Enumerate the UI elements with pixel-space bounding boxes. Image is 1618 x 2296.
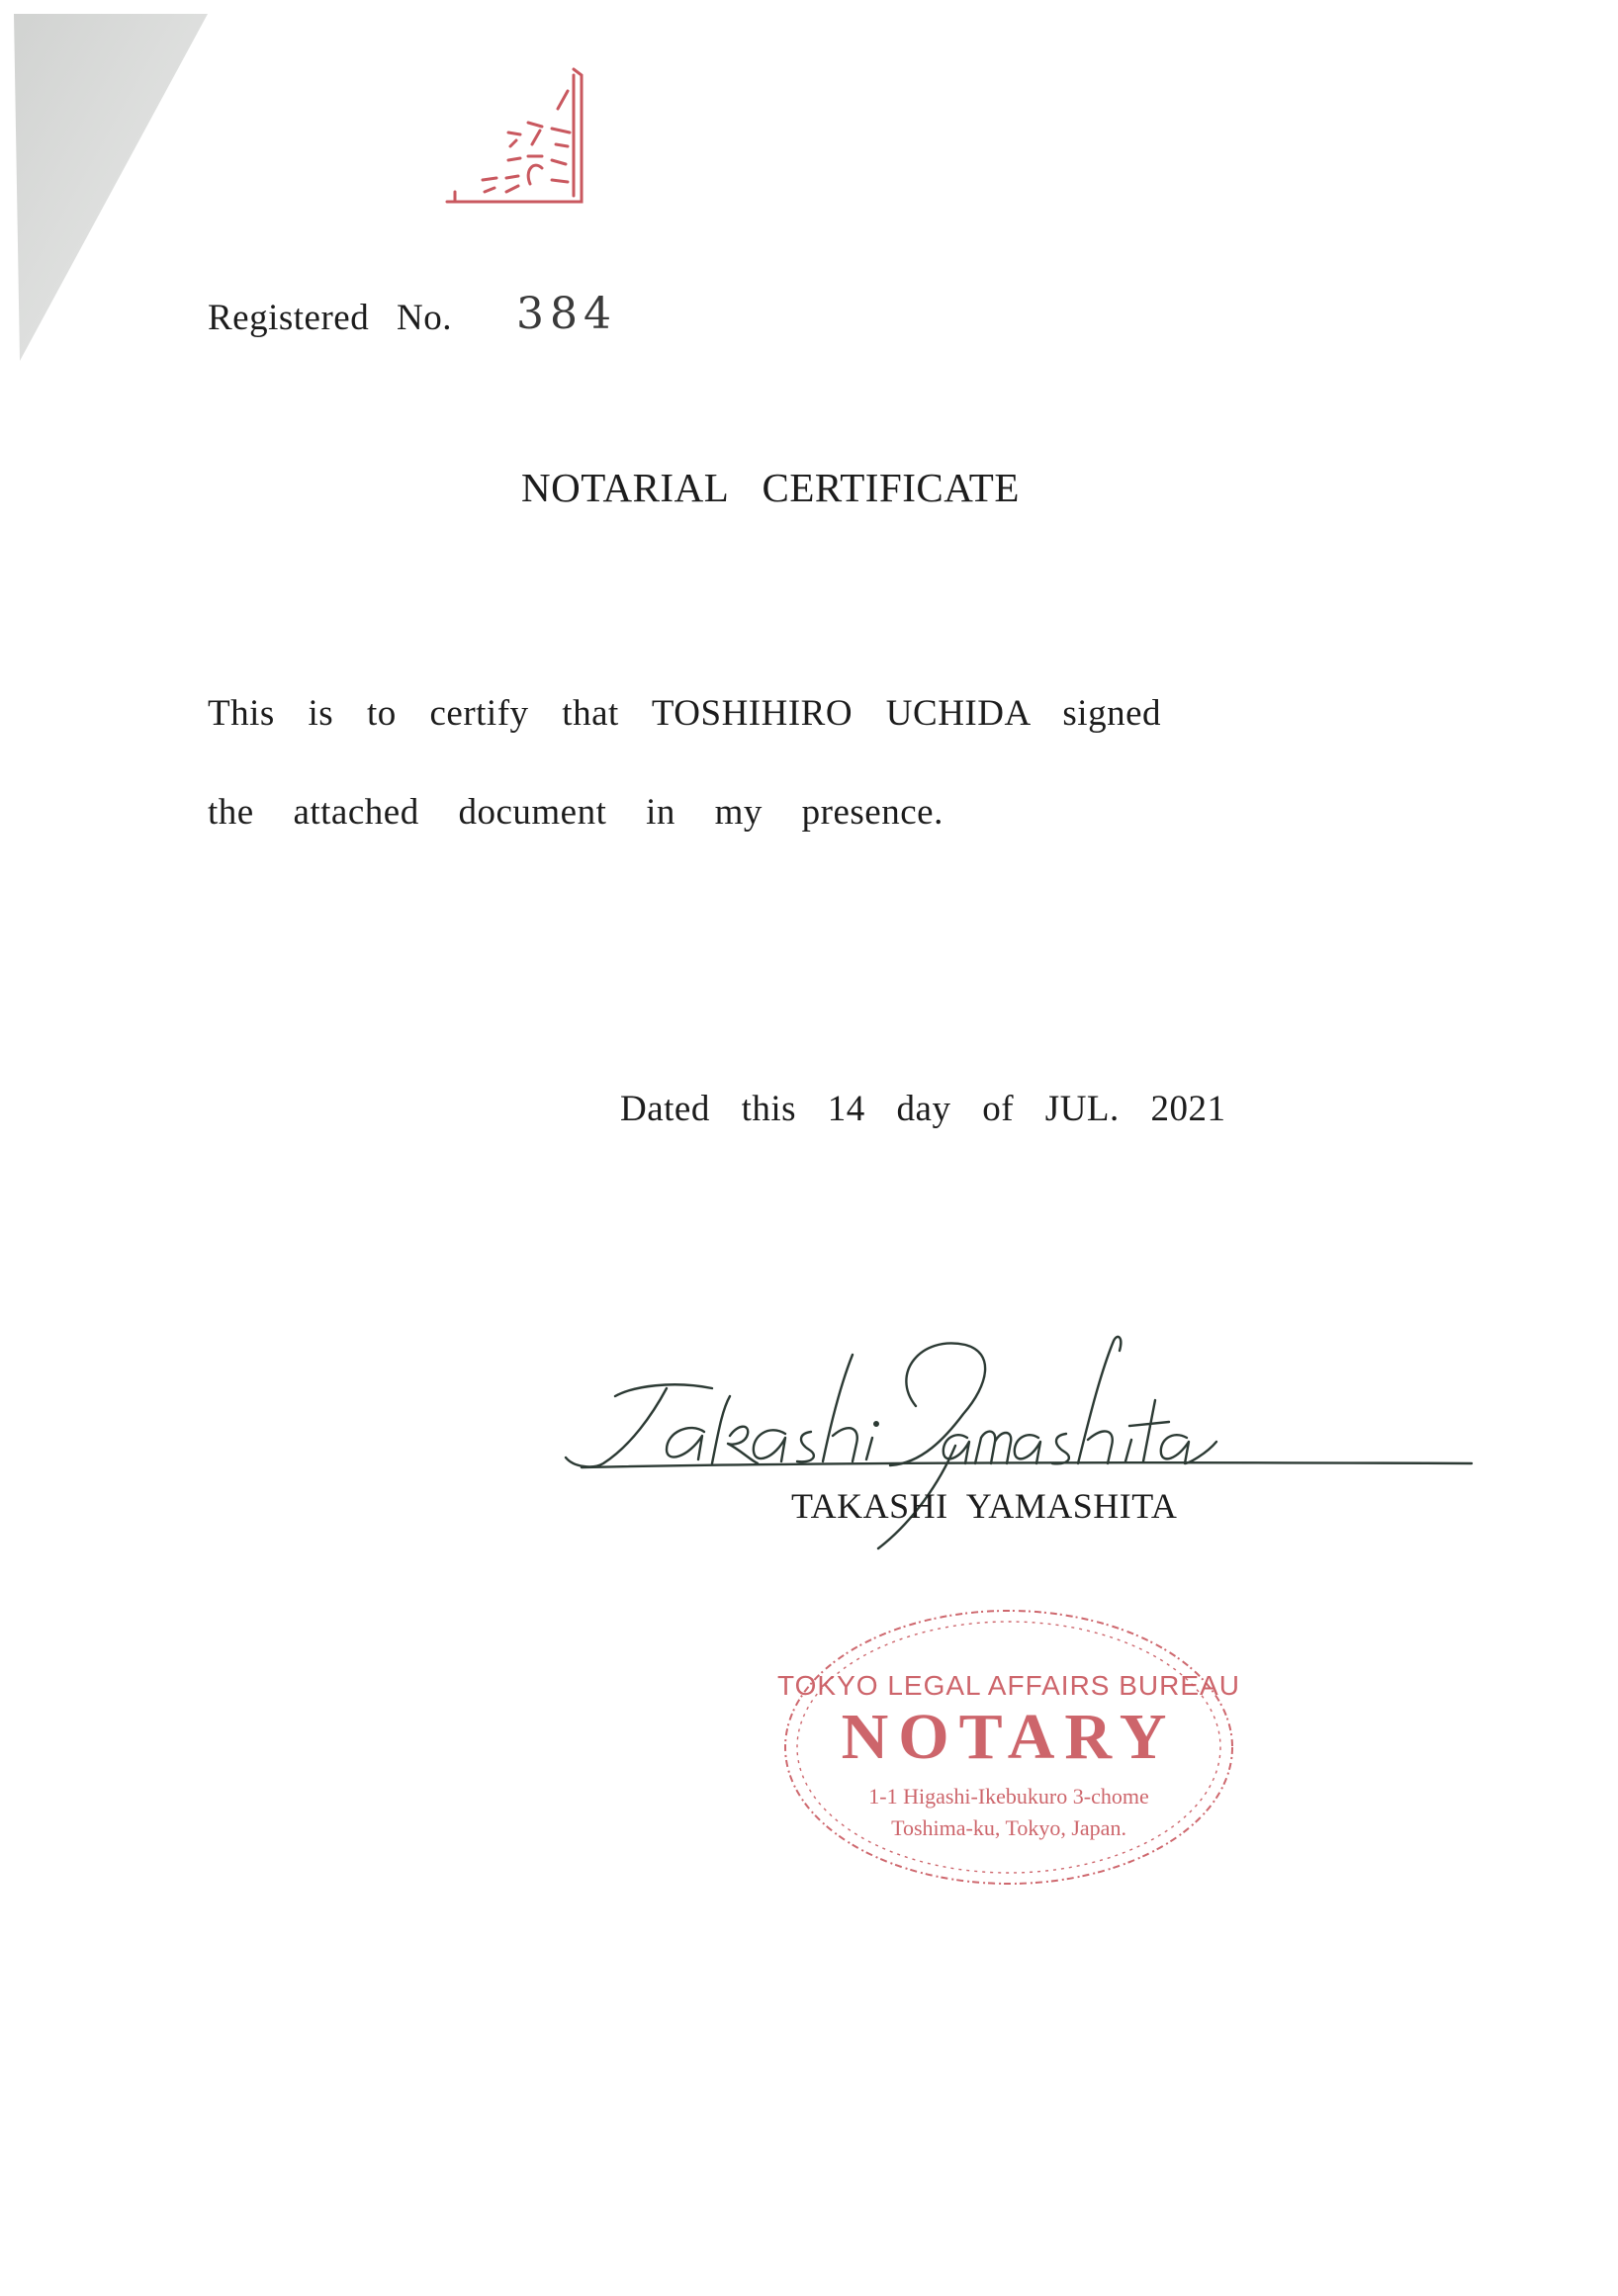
registered-number: 384 (516, 289, 617, 339)
red-seal-icon (435, 61, 593, 210)
folded-corner (0, 0, 218, 376)
stamp-line-2: NOTARY (841, 1701, 1177, 1773)
stamp-line-1: TOKYO LEGAL AFFAIRS BUREAU (777, 1670, 1240, 1701)
page-title: NOTARIAL CERTIFICATE (521, 465, 1020, 510)
printed-signatory-name: TAKASHI YAMASHITA (791, 1486, 1178, 1526)
certification-text-line-2: the attached document in my presence. (208, 792, 944, 833)
dated-line: Dated this 14 day of JUL. 2021 (620, 1089, 1226, 1129)
certification-text-line-1: This is to certify that TOSHIHIRO UCHIDA signed (208, 693, 1162, 734)
stamp-line-3: 1-1 Higashi-Ikebukuro 3-chome (868, 1784, 1149, 1809)
registered-label: Registered No. (208, 298, 452, 338)
notary-stamp (771, 1592, 1246, 1899)
stamp-line-4: Toshima-ku, Tokyo, Japan. (891, 1815, 1126, 1840)
